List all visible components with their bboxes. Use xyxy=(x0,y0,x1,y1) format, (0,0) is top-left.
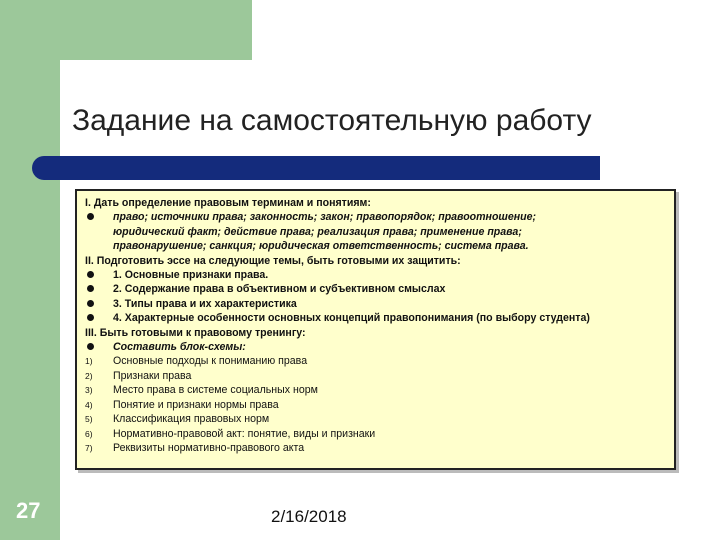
title-underline-bar xyxy=(32,156,600,180)
item-number: 4) xyxy=(85,399,93,410)
section2-item: 2. Содержание права в объективном и субъективном смыслах xyxy=(113,283,446,296)
green-top-block xyxy=(60,0,252,60)
section2-item: 3. Типы права и их характеристика xyxy=(113,297,297,310)
assignment-panel xyxy=(75,189,676,470)
green-side-strip xyxy=(0,0,60,540)
list-item xyxy=(85,354,668,368)
list-item xyxy=(85,441,668,455)
list-item xyxy=(85,427,668,441)
bullet-icon xyxy=(85,210,113,224)
section2-item: 4. Характерные особенности основных концепций правопонимания (по выбору студента) xyxy=(113,312,590,325)
bullet-icon xyxy=(85,297,113,311)
section3-item: Нормативно-правовой акт: понятие, виды и признаки xyxy=(113,427,376,440)
list-item xyxy=(85,282,668,296)
section3-heading: III. Быть готовыми к правовому тренингу: xyxy=(85,326,306,339)
section3-item: Основные подходы к пониманию права xyxy=(113,355,308,368)
item-number: 5) xyxy=(85,414,93,425)
item-number: 7) xyxy=(85,442,93,453)
slide-title: Задание на самостоятельную работу xyxy=(72,104,592,137)
bullet-icon xyxy=(85,340,113,354)
section1-terms-line3: правонарушение; санкция; юридическая ответственность; система права. xyxy=(113,240,529,253)
section3-subheading: Составить блок-схемы: xyxy=(113,341,246,354)
bullet-icon xyxy=(85,311,113,325)
list-item xyxy=(85,369,668,383)
slide-number: 27 xyxy=(16,498,41,523)
item-number: 3) xyxy=(85,385,93,396)
section3-item: Реквизиты нормативно-правового акта xyxy=(113,441,305,454)
section3-item: Классификация правовых норм xyxy=(113,413,270,426)
bullet-icon xyxy=(85,282,113,296)
item-number: 2) xyxy=(85,370,93,381)
section3-item: Признаки права xyxy=(113,369,192,382)
item-number: 6) xyxy=(85,428,93,439)
section1-heading: I. Дать определение правовым терминам и понятиям: xyxy=(85,197,371,209)
list-item xyxy=(85,268,668,282)
list-item xyxy=(85,398,668,412)
section1-terms-line2: юридический факт; действие права; реализация права; применение права; xyxy=(113,225,522,238)
section2-item: 1. Основные признаки права. xyxy=(113,269,269,282)
section3-item: Понятие и признаки нормы права xyxy=(113,398,279,411)
bullet-icon xyxy=(85,268,113,282)
list-item xyxy=(85,311,668,325)
slide-date: 2/16/2018 xyxy=(271,507,347,526)
list-item xyxy=(85,297,668,311)
list-item xyxy=(85,412,668,426)
item-number: 1) xyxy=(85,356,93,367)
section2-heading: II. Подготовить эссе на следующие темы, быть готовыми их защитить: xyxy=(85,254,461,267)
section1-terms-line1: право; источники права; законность; закон; правопорядок; правоотношение; xyxy=(113,211,537,224)
list-item xyxy=(85,383,668,397)
list-item xyxy=(85,340,668,354)
section3-item: Место права в системе социальных норм xyxy=(113,384,318,397)
section1-terms xyxy=(85,210,668,224)
